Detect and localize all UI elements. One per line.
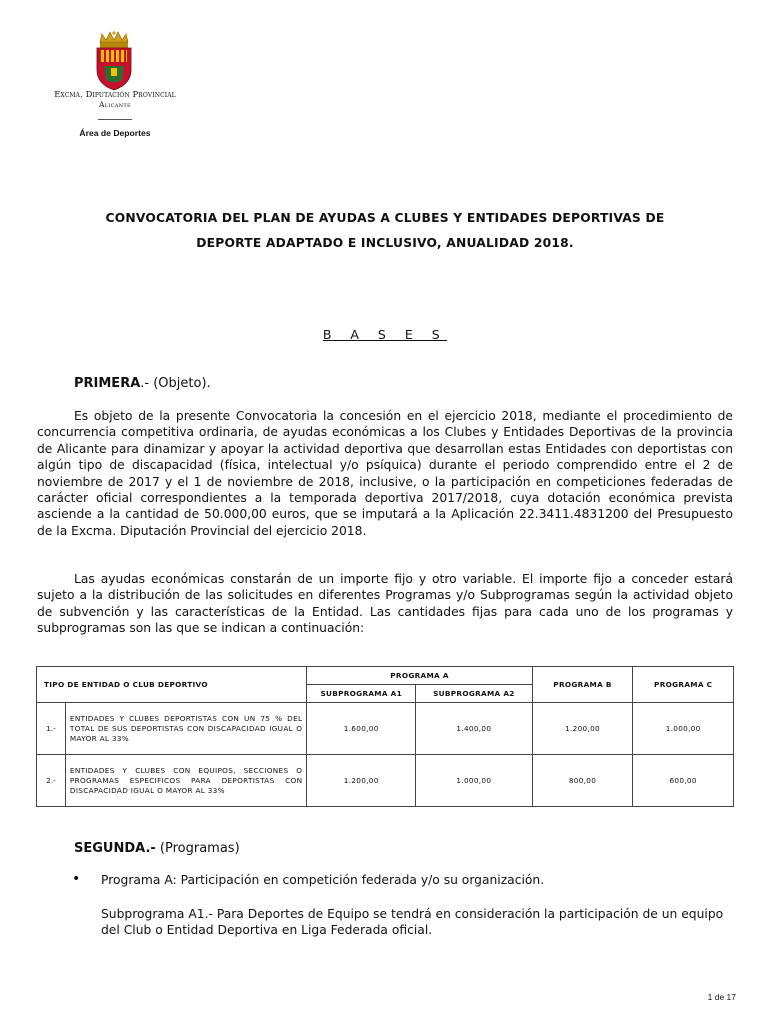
- table-row: [37, 703, 734, 755]
- org-city: Alicante: [99, 100, 131, 109]
- document-title-line1: CONVOCATORIA DEL PLAN DE AYUDAS A CLUBES Y ENTIDADES DEPORTIVAS DE: [105, 211, 665, 225]
- primera-paragraph-1: [37, 408, 733, 539]
- header-programa-a: PROGRAMA A: [307, 667, 532, 685]
- section-primera-label: PRIMERA: [74, 376, 141, 391]
- row-number: 1.-: [37, 703, 66, 755]
- section-segunda-subtitle: (Programas): [155, 841, 240, 856]
- document-title-line2: DEPORTE ADAPTADO E INCLUSIVO, ANUALIDAD 2018.: [196, 236, 574, 250]
- row-value-a1: 1.200,00: [307, 755, 416, 807]
- header-programa-c: PROGRAMA C: [633, 667, 734, 703]
- bullet-icon: •: [72, 871, 81, 887]
- table-row: [37, 755, 734, 807]
- row-value-c: 1.000,00: [633, 703, 734, 755]
- page-number: 1 de 17: [707, 992, 736, 1002]
- row-value-c: 600,00: [633, 755, 734, 807]
- org-divider: [98, 119, 132, 120]
- subprograma-a1-paragraph: Subprograma A1.- Para Deportes de Equipo se tendrá en consideración la participación de un equipo del Club o Entidad Deportiva en Liga Federada oficial.: [101, 907, 724, 938]
- row-value-a2: 1.000,00: [416, 755, 533, 807]
- bases-heading: B A S E S: [322, 327, 448, 342]
- section-primera-subtitle: .- (Objeto).: [140, 376, 211, 391]
- section-segunda-heading: [74, 841, 240, 856]
- section-segunda-label: SEGUNDA.-: [74, 841, 156, 856]
- header-tipo: TIPO DE ENTIDAD O CLUB DEPORTIVO: [37, 667, 307, 703]
- row-value-b: 800,00: [532, 755, 633, 807]
- primera-paragraph-1-text: Es objeto de la presente Convocatoria la concesión en el ejercicio 2018, mediante el procedimiento de concurrencia competitiva ordinaria, de ayudas económicas a los Clubes y Entidades Deportivas de la provincia de Alicante para dinamizar y apoyar la actividad deportiva que desarrollan estas Entidades con deportistas con algún tipo de discapacidad (física, intelectual y/o psíquica) durante el periodo comprendido entre el 2 de noviembre de 2017 y el 1 de noviembre de 2018, inclusive, o la participación en competiciones federadas de carácter oficial correspondientes a la temporada deportiva 2017/2018, cuya dotación económica prevista asciende a la cantidad de 50.000,00 euros, que se imputará a la Aplicación 22.3411.4831200 del Presupuesto de la Excma. Diputación Provincial del ejercicio 2018.: [37, 409, 733, 538]
- coat-of-arms-icon: [92, 30, 136, 92]
- row-value-a1: 1.600,00: [307, 703, 416, 755]
- fixed-amounts-table: [36, 666, 734, 807]
- row-number: 2.-: [37, 755, 66, 807]
- primera-paragraph-2-text: Las ayudas económicas constarán de un importe fijo y otro variable. El importe fijo a conceder estará sujeto a la distribución de las solicitudes en diferentes Programas y/o Subprogramas según la actividad objeto de subvención y las características de la Entidad. Las cantidades fijas para cada uno de los programas y subprogramas son las que se indican a continuación:: [37, 572, 733, 636]
- department-name: Área de Deportes: [79, 128, 151, 138]
- programa-a-bullet: Programa A: Participación en competición federada y/o su organización.: [101, 873, 545, 887]
- header-programa-b: PROGRAMA B: [532, 667, 633, 703]
- header-subprograma-a2: SUBPROGRAMA A2: [416, 685, 533, 703]
- primera-paragraph-2: [37, 571, 733, 637]
- section-primera-heading: [74, 376, 211, 391]
- row-description: ENTIDADES Y CLUBES DEPORTISTAS CON UN 75 % DEL TOTAL DE SUS DEPORTISTAS CON DISCAPACIDAD IGUAL O MAYOR AL 33%: [65, 703, 306, 755]
- row-value-a2: 1.400,00: [416, 703, 533, 755]
- row-value-b: 1.200,00: [532, 703, 633, 755]
- row-description: ENTIDADES Y CLUBES CON EQUIPOS, SECCIONES O PROGRAMAS ESPECIFICOS PARA DEPORTISTAS CON DISCAPACIDAD IGUAL O MAYOR AL 33%: [65, 755, 306, 807]
- header-subprograma-a1: SUBPROGRAMA A1: [307, 685, 416, 703]
- org-name: Excma. Diputación Provincial: [54, 89, 176, 99]
